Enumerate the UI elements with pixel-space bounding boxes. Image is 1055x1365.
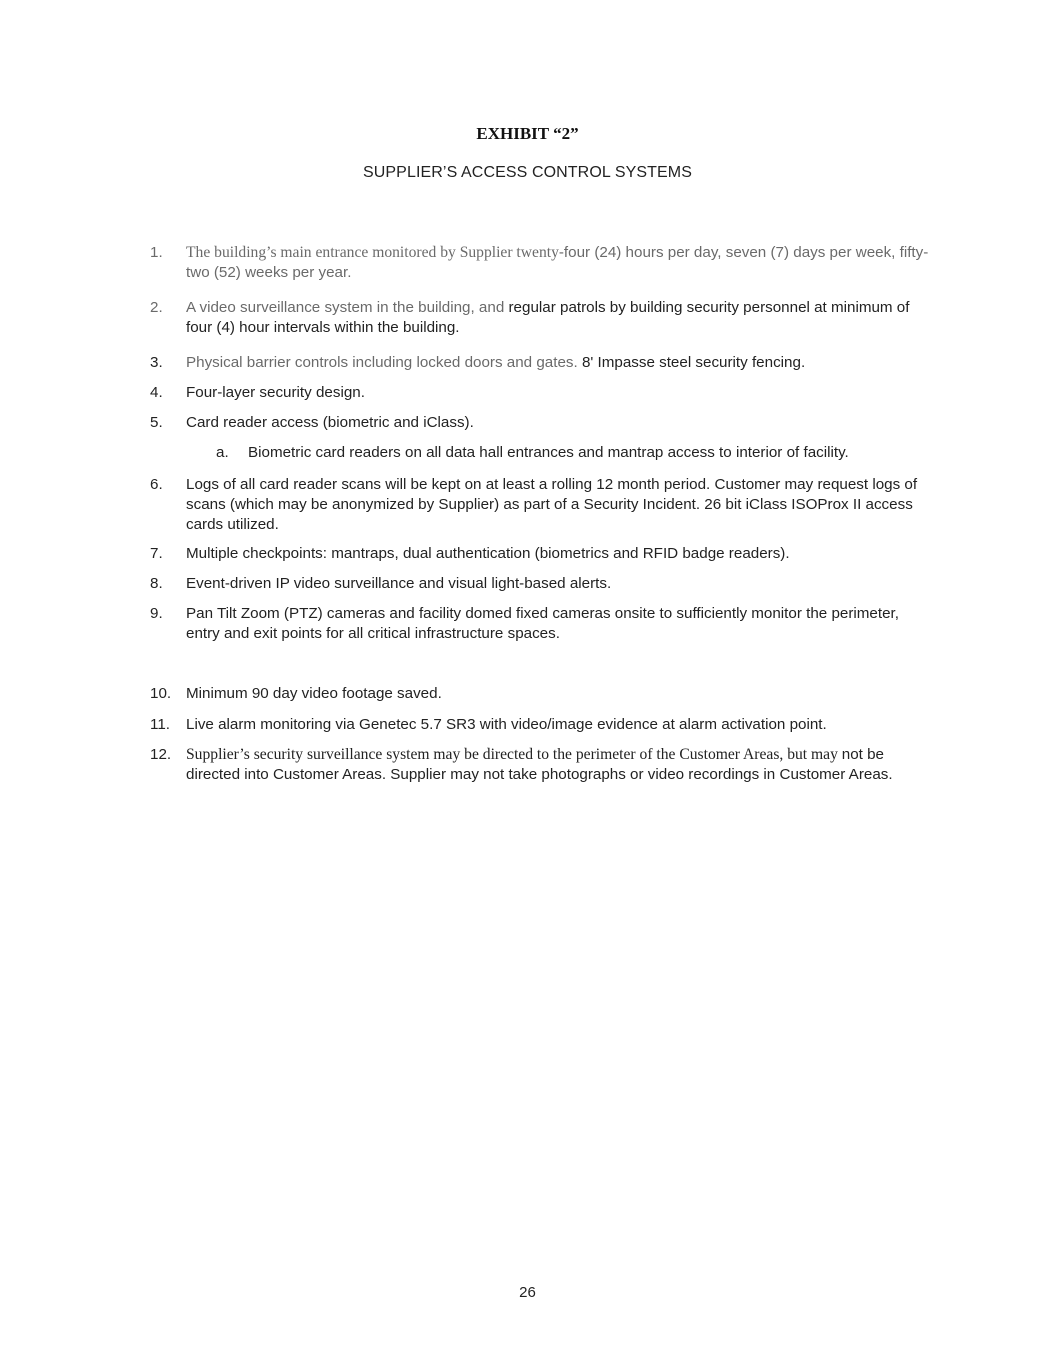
list-item-number: 7. — [150, 545, 163, 562]
list-item-number: 11. — [150, 716, 170, 733]
exhibit-title: EXHIBIT “2” — [476, 124, 579, 143]
list-item-text-part-a: A video surveillance system in the building, and — [186, 299, 509, 316]
list-item-number: 10. — [150, 685, 172, 702]
list-item-text: Event-driven IP video surveillance and visual light-based alerts. — [186, 575, 612, 592]
list-item-5 — [150, 413, 935, 433]
list-item-number: 6. — [150, 476, 163, 493]
list-item-text-part-b: regular patrols by building security personnel at minimum of four (4) hour intervals within the building. — [186, 299, 910, 336]
list-item-9 — [150, 604, 935, 644]
list-item-2 — [150, 298, 935, 338]
list-item-text: Multiple checkpoints: mantraps, dual authentication (biometrics and RFID badge readers). — [186, 545, 790, 562]
list-item-6 — [150, 475, 935, 535]
list-item-number: 9. — [150, 605, 163, 622]
list-item-3 — [150, 353, 935, 373]
list-item-7 — [150, 544, 935, 564]
list-item-text-part-a: The building’s main entrance monitored by Supplier twenty — [186, 244, 559, 261]
list-item-text-part-b: -four (24) hours per day, seven (7) days per week, fifty-two (52) weeks per year. — [186, 244, 929, 281]
list-item-text: Pan Tilt Zoom (PTZ) cameras and facility domed fixed cameras onsite to sufficiently monitor the perimeter, entry and exit points for all critical infrastructure spaces. — [186, 605, 899, 642]
list-item-text-part-a: Supplier’s security surveillance system may be directed to the perimeter of the Customer Areas, but may — [186, 746, 842, 763]
list-subitem-text: Biometric card readers on all data hall entrances and mantrap access to interior of facility. — [248, 444, 849, 461]
exhibit-subtitle: SUPPLIER’S ACCESS CONTROL SYSTEMS — [362, 164, 692, 181]
list-item-text: Minimum 90 day video footage saved. — [186, 685, 442, 702]
list-item-text-part-b: 8' Impasse steel security fencing. — [581, 354, 806, 371]
list-item-text: Logs of all card reader scans will be kept on at least a rolling 12 month period. Customer may request logs of scans (which may be anonymized by Supplier) as part of a Security Incident. 26 bit iClass ISOProx II access cards utilized. — [186, 476, 918, 533]
list-item-8 — [150, 574, 935, 594]
list-item-text: Four-layer security design. — [186, 384, 365, 401]
list-item-11 — [150, 715, 935, 735]
list-subitem-letter: a. — [216, 444, 229, 461]
list-item-text: Live alarm monitoring via Genetec 5.7 SR3 with video/image evidence at alarm activation point. — [186, 716, 827, 733]
list-item-10 — [150, 684, 935, 704]
list-item-text — [186, 243, 935, 283]
list-item-text: Card reader access (biometric and iClass). — [186, 414, 474, 431]
list-item-number: 4. — [150, 384, 163, 401]
list-item-12 — [150, 745, 935, 785]
list-item-1 — [150, 243, 935, 283]
list-item-text-part-a: Physical barrier controls including locked doors and gates. — [186, 354, 582, 371]
list-item-number: 12. — [150, 746, 172, 763]
list-item-text-part-b: not be directed into Customer Areas. Supplier may not take photographs or video recordings in Customer Areas. — [186, 746, 893, 783]
list-item-text — [186, 353, 935, 373]
list-item-4 — [150, 383, 935, 403]
list-item-number: 1. — [150, 244, 163, 261]
list-item-text — [186, 745, 935, 785]
list-item-number: 5. — [150, 414, 163, 431]
list-item-number: 8. — [150, 575, 163, 592]
list-item-number: 2. — [150, 299, 163, 316]
list-subitem-a — [216, 443, 936, 463]
page-number: 26 — [519, 1284, 536, 1301]
list-item-number: 3. — [150, 354, 163, 371]
list-item-text — [186, 298, 935, 338]
